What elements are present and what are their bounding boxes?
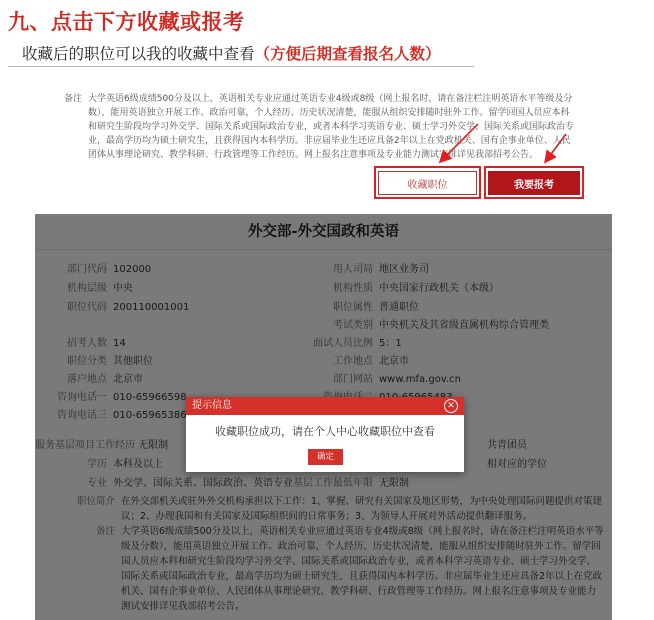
arrow-to-favorite [441, 124, 478, 161]
confirm-button[interactable]: 确定 [308, 449, 343, 465]
arrow-to-apply [546, 134, 566, 161]
top-note-label: 备注 [64, 94, 83, 104]
top-note-text: 大学英语6级成绩500分及以上，英语相关专业应通过英语专业4级或8级（网上报名时，请在备注栏注明英语水平等级及分数），能用英语独立开展工作。政治可靠，个人经历、历史状况清楚，能服从组织安排随时驻外工作。留学回国人员应本科和研究生阶段均学习外交学、国际关系或国际政治专业，或者本科学习英语专业、硕士学习外交学、国际关系或国际政治专业，最高学历均为硕士研究生，且获得国内本科学历。非应届毕业生还应具备2年以上在党政机关、国有企事业单位、人民团体从事理论研究、教学科研、行政管理等工作经历。网上报名注意事项及专业能力测试安排详见我部招考公告。 [88, 94, 575, 160]
step-title: 九、点击下方收藏或报考 [8, 10, 245, 34]
dialog-header [186, 397, 464, 415]
close-icon[interactable]: ✕ [444, 399, 458, 413]
dialog-title: 提示信息 [192, 400, 232, 411]
favorite-success-dialog [186, 397, 464, 472]
step-subtitle-text: 收藏后的职位可以我的收藏中查看 [22, 45, 255, 63]
apply-button[interactable]: 我要报考 [488, 171, 580, 195]
annotation-arrows [0, 0, 654, 220]
dialog-message: 收藏职位成功，请在个人中心收藏职位中查看 [215, 425, 435, 438]
step-subtitle-highlight: （方便后期查看报名人数） [254, 45, 441, 63]
favorite-position-button[interactable]: 收藏职位 [378, 171, 477, 195]
